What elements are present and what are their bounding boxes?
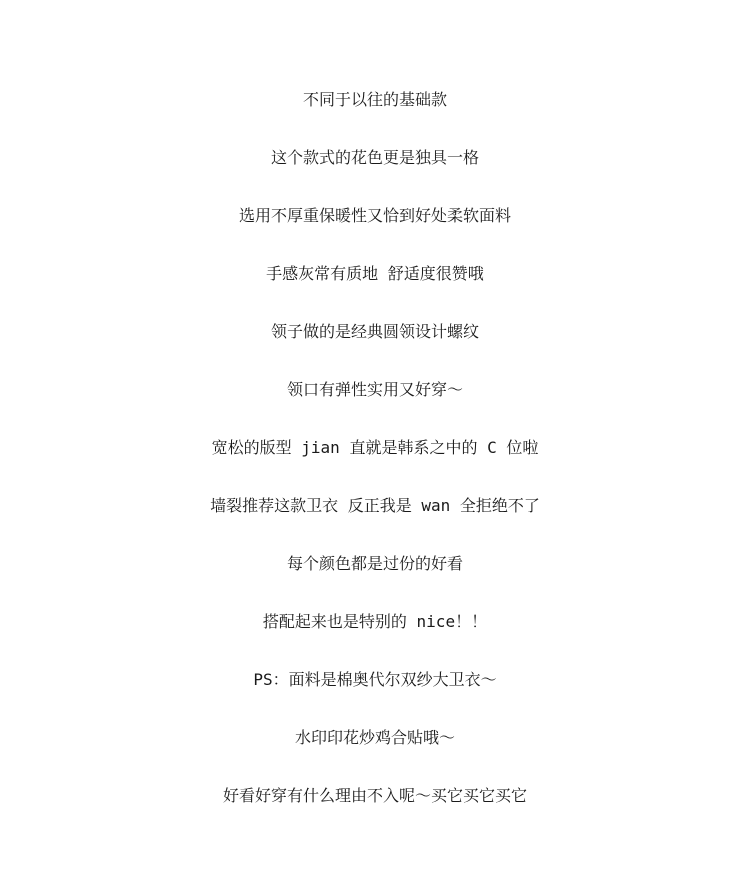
product-description bbox=[0, 71, 750, 825]
text-line: 选用不厚重保暖性又恰到好处柔软面料 bbox=[238, 206, 511, 225]
text-line: 每个颜色都是过份的好看 bbox=[286, 554, 463, 573]
text-line: 手感灰常有质地 舒适度很赞哦 bbox=[266, 264, 484, 283]
text-line: 好看好穿有什么理由不入呢～买它买它买它 bbox=[222, 786, 527, 805]
text-line: 宽松的版型 jian 直就是韩系之中的 C 位啦 bbox=[211, 438, 539, 457]
text-line: 领口有弹性实用又好穿～ bbox=[286, 380, 463, 399]
text-line: 搭配起来也是特别的 nice！！ bbox=[262, 612, 488, 631]
text-line: 领子做的是经典圆领设计螺纹 bbox=[270, 322, 479, 341]
text-line: 不同于以往的基础款 bbox=[302, 90, 447, 109]
text-line: 水印印花炒鸡合贴哦～ bbox=[294, 728, 455, 747]
text-line: PS：面料是棉奥代尔双纱大卫衣～ bbox=[253, 670, 497, 689]
text-line: 墙裂推荐这款卫衣 反正我是 wan 全拒绝不了 bbox=[210, 496, 540, 515]
text-line: 这个款式的花色更是独具一格 bbox=[270, 148, 479, 167]
